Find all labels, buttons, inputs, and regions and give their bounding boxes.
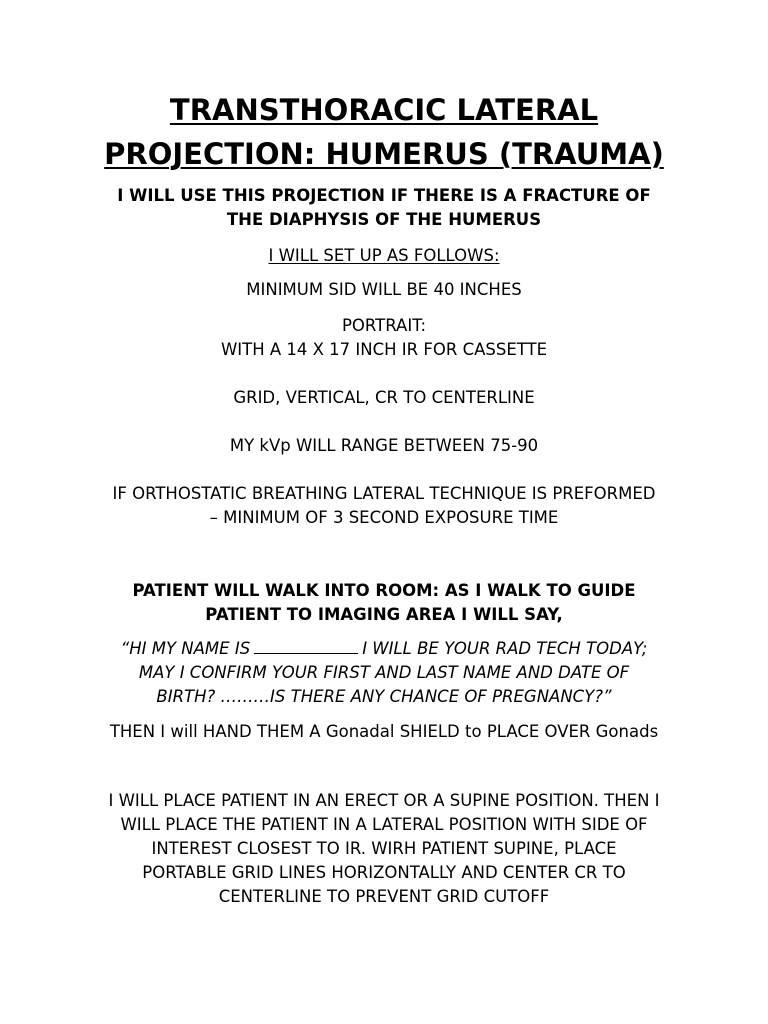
portrait-text: PORTRAIT: [341, 316, 427, 335]
patient-walk-line-2: PATIENT TO IMAGING AREA I WILL SAY, [205, 605, 563, 624]
positioning-line-2: WILL PLACE THE PATIENT IN A LATERAL POSITION WITH SIDE OF [120, 815, 648, 834]
setup-heading [0, 244, 768, 268]
positioning-line-3: INTEREST CLOSEST TO IR. WIRH PATIENT SUPINE, PLACE [151, 839, 617, 858]
orthostatic-line-1: IF ORTHOSTATIC BREATHING LATERAL TECHNIQUE IS PREFORMED [112, 484, 656, 503]
document-title-line-1: TRANSTHORACIC LATERAL [169, 93, 599, 127]
quote-line-1 [0, 637, 768, 661]
quote-part-1: “HI MY NAME IS [120, 639, 251, 658]
quote-line-3: BIRTH? ………IS THERE ANY CHANCE OF PREGNANCY?” [156, 687, 612, 706]
orthostatic-line-2: – MINIMUM OF 3 SECOND EXPOSURE TIME [209, 508, 559, 527]
ir-text: WITH A 14 X 17 INCH IR FOR CASSETTE [220, 340, 548, 359]
quote-line-2: MAY I CONFIRM YOUR FIRST AND LAST NAME AND DATE OF [138, 663, 630, 682]
patient-walk-line-1: PATIENT WILL WALK INTO ROOM: AS I WALK TO GUIDE [132, 581, 636, 600]
grid-text: GRID, VERTICAL, CR TO CENTERLINE [233, 388, 535, 407]
quote-part-2: I WILL BE YOUR RAD TECH TODAY; [362, 639, 648, 658]
intro-line-1: I WILL USE THIS PROJECTION IF THERE IS A FRACTURE OF [117, 186, 651, 205]
positioning-line-1: I WILL PLACE PATIENT IN AN ERECT OR A SUPINE POSITION. THEN I [108, 791, 660, 810]
positioning-line-5: CENTERLINE TO PREVENT GRID CUTOFF [218, 887, 550, 906]
positioning-line-4: PORTABLE GRID LINES HORIZONTALLY AND CENTER CR TO [142, 863, 626, 882]
intro-line-2: THE DIAPHYSIS OF THE HUMERUS [226, 210, 542, 229]
name-blank [254, 639, 358, 654]
document-title-line-2: PROJECTION: HUMERUS (TRAUMA) [104, 137, 664, 171]
setup-heading-text: I WILL SET UP AS FOLLOWS: [268, 246, 500, 265]
sid-text: MINIMUM SID WILL BE 40 INCHES [246, 280, 522, 299]
kvp-text: MY kVp WILL RANGE BETWEEN 75-90 [229, 436, 539, 455]
shield-text: THEN I will HAND THEM A Gonadal SHIELD to PLACE OVER Gonads [109, 722, 659, 741]
